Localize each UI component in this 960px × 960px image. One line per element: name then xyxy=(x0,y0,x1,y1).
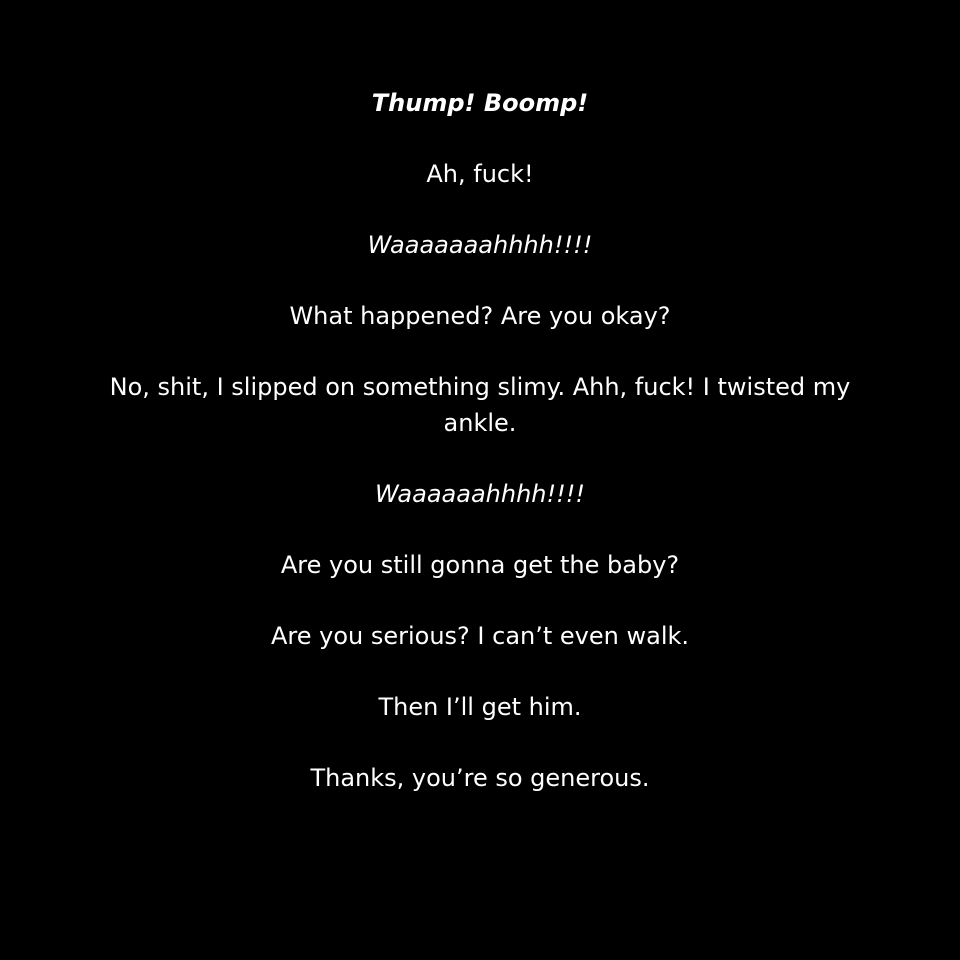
dialogue-line: What happened? Are you okay? xyxy=(289,302,671,330)
dialogue-line: Thanks, you’re so generous. xyxy=(310,764,650,792)
baby-cry-line: Waaaaaahhhh!!!! xyxy=(375,480,585,508)
story-text-block xyxy=(100,85,860,831)
dialogue-line: No, shit, I slipped on something slimy. Ahh, fuck! I twisted my ankle. xyxy=(109,373,851,437)
dialogue-line: Are you serious? I can’t even walk. xyxy=(270,622,690,650)
dialogue-line: Then I’ll get him. xyxy=(378,693,582,721)
dialogue-line: Are you still gonna get the baby? xyxy=(280,551,680,579)
sound-effect-line: Thump! Boomp! xyxy=(371,89,589,117)
baby-cry-line: Waaaaaaahhhh!!!! xyxy=(367,231,593,259)
dialogue-line: Ah, fuck! xyxy=(426,160,534,188)
